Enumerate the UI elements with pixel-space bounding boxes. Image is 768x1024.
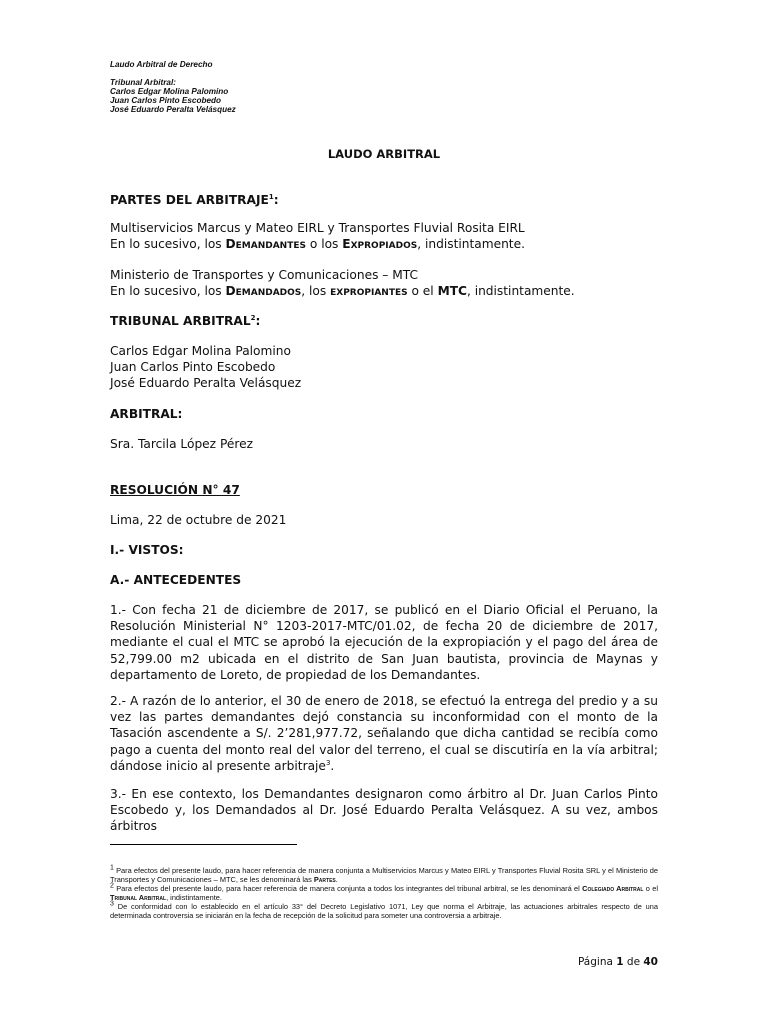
resolucion-fecha: Lima, 22 de octubre de 2021 — [110, 513, 287, 527]
header-member-1: Carlos Edgar Molina Palomino — [110, 87, 229, 96]
page-number: Página 1 de 40 — [577, 956, 658, 968]
demandados-line: Ministerio de Transportes y Comunicaciones – MTC — [110, 268, 419, 282]
arbitral-heading: ARBITRAL: — [110, 407, 183, 421]
footnote-separator — [110, 844, 297, 845]
paragraph-3: 3.- En ese contexto, los Demandantes designaron como árbitro al Dr. Juan Carlos Pinto Escobedo y, los Demandados al Dr. José Eduardo Peralta Velásquez. A su vez, ambos árbitros — [110, 787, 658, 834]
arbitral-name: Sra. Tarcila López Pérez — [110, 437, 254, 451]
paragraph-1: 1.- Con fecha 21 de diciembre de 2017, se publicó en el Diario Oficial el Peruano, la Resolución Ministerial N° 1203-2017-MTC/01.02, de fecha 20 de diciembre de 2017, mediante el cual el MTC se aprobó la ejecución de la expropiación y el pago del área de 52,799.00 m2 ubicada en el distrito de San Juan bautista, provincia de Maynas y departamento de Loreto, de propiedad de los Demandantes. — [110, 603, 658, 682]
footnote-3: $^3$ De conformidad con lo establecido en el artículo 33° del Decreto Legislativo 1071, Ley que norma el Arbitraje, las actuaciones arbitrales respecto de una determinada controversia se iniciarán en la fecha de recepción de la solicitud para someter una controversia a arbitraje. — [110, 900, 658, 920]
vistos-heading: I.- VISTOS: — [110, 543, 184, 557]
tribunal-heading: TRIBUNAL ARBITRAL$^2$: — [110, 313, 261, 328]
tribunal-member-2: Juan Carlos Pinto Escobedo — [110, 360, 276, 374]
antecedentes-heading: A.- ANTECEDENTES — [110, 573, 242, 587]
footnote-2: $^2$ Para efectos del presente laudo, para hacer referencia de manera conjunta a todos los integrantes del tribunal arbitral, se les denominará el Colegiado Arbitral o el Tribunal Arbitral, indistintamente. — [110, 882, 658, 902]
demandantes-alias: En lo sucesivo, los Demandantes o los Expropiados, indistintamente. — [110, 237, 525, 251]
demandantes-line: Multiservicios Marcus y Mateo EIRL y Transportes Fluvial Rosita EIRL — [110, 221, 525, 235]
header-member-2: Juan Carlos Pinto Escobedo — [110, 96, 222, 105]
document-title: LAUDO ARBITRAL — [327, 147, 441, 161]
partes-heading: PARTES DEL ARBITRAJE$^1$: — [110, 192, 279, 207]
resolucion-heading: RESOLUCIÓN N° 47 — [110, 483, 240, 497]
paragraph-2: 2.- A razón de lo anterior, el 30 de enero de 2018, se efectuó la entrega del predio y a su vez las partes demandantes dejó constancia su inconformidad con el monto de la Tasación ascendente a S/. 2’281,977.72, señalando que dicha cantidad se recibía como pago a cuenta del monto real del valor del terreno, el cual se discutiría en la vía arbitral; dándose inicio al presente arbitraje$^3$. — [110, 694, 658, 773]
header-member-3: José Eduardo Peralta Velásquez — [110, 105, 236, 114]
tribunal-member-1: Carlos Edgar Molina Palomino — [110, 344, 291, 358]
doc-type-label: Laudo Arbitral de Derecho — [110, 60, 213, 69]
tribunal-member-3: José Eduardo Peralta Velásquez — [110, 376, 302, 390]
tribunal-label: Tribunal Arbitral: — [110, 78, 176, 87]
footnote-1: $^1$ Para efectos del presente laudo, para hacer referencia de manera conjunta a Multiservicios Marcus y Mateo EIRL y Transportes Fluvial Rosita SRL y el Ministerio de Transportes y Comunicaciones – MTC, se les denominará las Partes. — [110, 864, 658, 884]
demandados-alias: En lo sucesivo, los Demandados, los expropiantes o el MTC, indistintamente. — [110, 284, 575, 298]
